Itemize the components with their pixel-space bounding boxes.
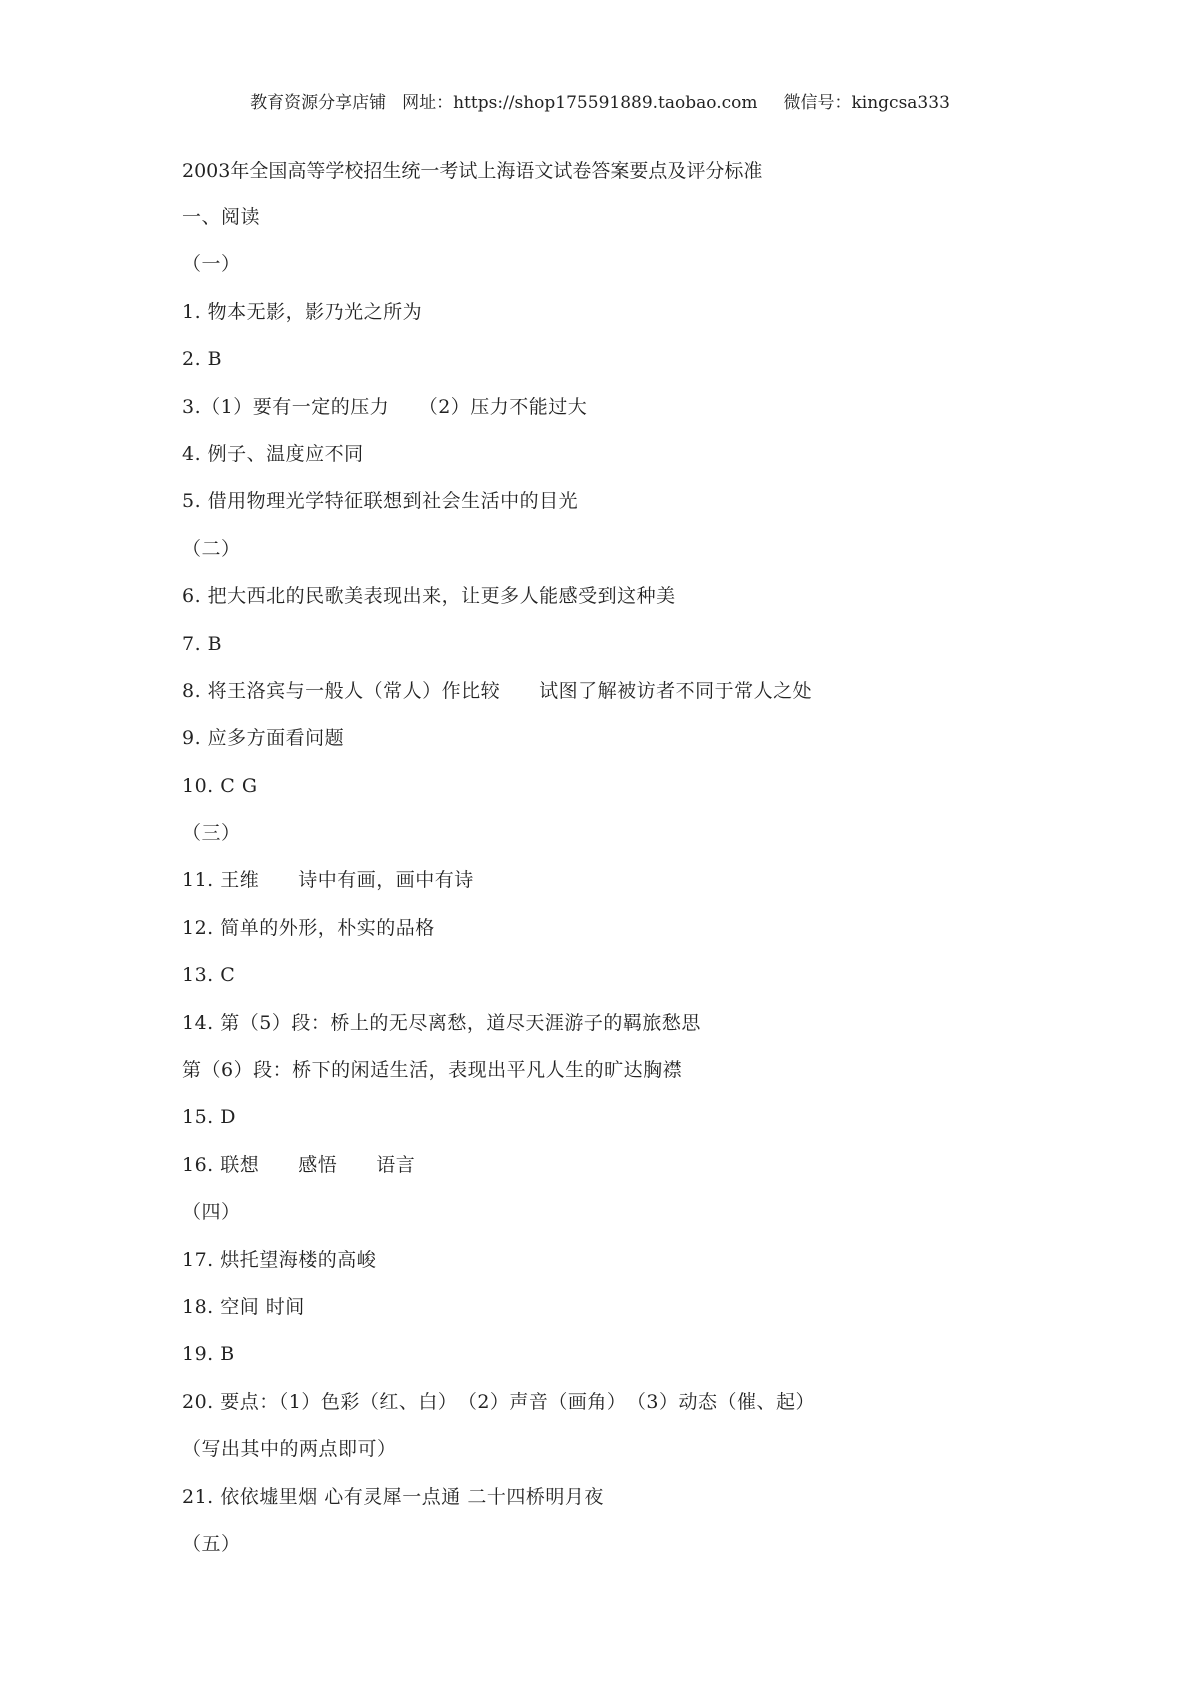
- answer-line: 14. 第（5）段：桥上的无尽离愁，道尽天涯游子的羁旅愁思: [182, 1011, 701, 1034]
- answer-line: 18. 空间 时间: [182, 1295, 305, 1318]
- answer-line: 20. 要点：（1）色彩（红、白） （2）声音（画角） （3）动态（催、起）: [182, 1390, 816, 1413]
- answer-line: 8. 将王洛宾与一般人（常人）作比较 试图了解被访者不同于常人之处: [182, 679, 813, 702]
- subsection-label: （三）: [182, 822, 241, 845]
- answer-line: 1. 物本无影，影乃光之所为: [182, 300, 423, 323]
- answer-line: 6. 把大西北的民歌美表现出来，让更多人能感受到这种美: [182, 585, 676, 608]
- answer-line: 11. 王维 诗中有画，画中有诗: [182, 869, 474, 892]
- header-wechat: 微信号：kingcsa333: [783, 93, 950, 113]
- answer-line: 9. 应多方面看问题: [182, 727, 345, 750]
- subsection-label: （一）: [182, 253, 241, 276]
- header-url: 网址：https://shop175591889.taobao.com: [402, 93, 758, 113]
- answer-line: 3.（1）要有一定的压力 （2）压力不能过大: [182, 395, 588, 418]
- answer-line: 17. 烘托望海楼的高峻: [182, 1248, 377, 1271]
- answer-line: 7. B: [182, 632, 223, 655]
- answer-line: 第（6）段：桥下的闲适生活，表现出平凡人生的旷达胸襟: [182, 1059, 683, 1082]
- answer-line: 16. 联想 感悟 语言: [182, 1153, 416, 1176]
- answer-line: 4. 例子、温度应不同: [182, 442, 364, 465]
- answer-line: 10. C G: [182, 774, 258, 797]
- document-title: 2003年全国高等学校招生统一考试上海语文试卷答案要点及评分标准: [182, 160, 763, 182]
- answer-line: 12. 简单的外形，朴实的品格: [182, 916, 435, 939]
- header-shop-name: 教育资源分享店铺: [250, 93, 387, 113]
- answer-line: 15. D: [182, 1106, 236, 1129]
- answer-note: （写出其中的两点即可）: [182, 1438, 397, 1461]
- answer-line: 13. C: [182, 964, 236, 987]
- subsection-label: （五）: [182, 1532, 241, 1555]
- answer-line: 5. 借用物理光学特征联想到社会生活中的目光: [182, 490, 579, 513]
- answer-line: 2. B: [182, 348, 223, 371]
- page-header: [0, 88, 1200, 113]
- subsection-label: （四）: [182, 1201, 241, 1224]
- answer-line: 19. B: [182, 1343, 235, 1366]
- subsection-label: （二）: [182, 537, 241, 560]
- answer-line: 21. 依依墟里烟 心有灵犀一点通 二十四桥明月夜: [182, 1485, 604, 1508]
- document-body: [182, 148, 1142, 1568]
- section-heading: 一、阅读: [182, 206, 261, 228]
